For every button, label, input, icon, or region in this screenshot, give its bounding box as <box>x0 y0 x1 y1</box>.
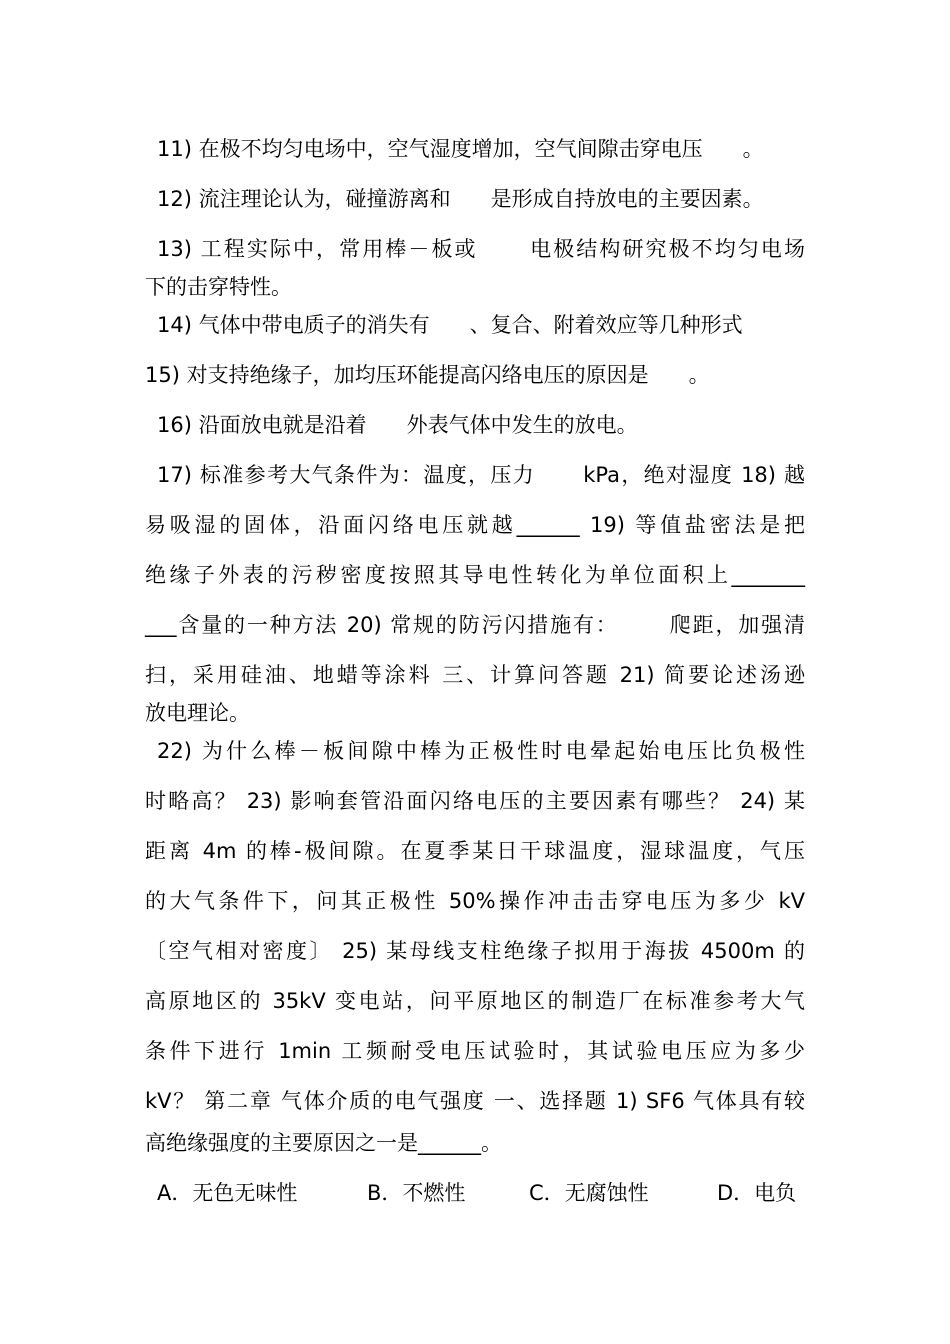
question-12: 12) 流注理论认为，碰撞游离和 是形成自持放电的主要因素。 <box>157 187 764 211</box>
question-22-24: 时略高？ 23) 影响套管沿面闪络电压的主要因素有哪些？ 24) 某 <box>145 789 805 813</box>
option-a: A．无色无味性 <box>157 1181 298 1205</box>
question-18-19: 易吸湿的固体，沿面闪络电压就越______ 19) 等值盐密法是把 <box>145 513 805 537</box>
chapter-2-heading: kV？ 第二章 气体介质的电气强度 一、选择题 1) SF6 气体具有较 <box>145 1089 805 1113</box>
option-d: D．电负 <box>717 1181 797 1205</box>
option-b: B．不燃性 <box>367 1181 466 1205</box>
section-3-q21: 扫，采用硅油、地蜡等涂料 三、计算问答题 21) 简要论述汤逊 <box>145 663 805 687</box>
question-22: 22) 为什么棒－板间隙中棒为正极性时电晕起始电压比负极性 <box>157 739 805 763</box>
question-25: 〔空气相对密度〕 25) 某母线支柱绝缘子拟用于海拔 4500m 的 <box>145 939 805 963</box>
question-24-cont-2: 的大气条件下，问其正极性 50%操作冲击击穿电压为多少 kV <box>145 889 805 913</box>
question-16: 16) 沿面放电就是沿着 外表气体中发生的放电。 <box>157 413 638 437</box>
question-11: 11) 在极不均匀电场中，空气湿度增加，空气间隙击穿电压 。 <box>157 137 764 161</box>
question-17: 17) 标准参考大气条件为：温度，压力 kPa，绝对湿度 18) 越 <box>157 463 805 487</box>
question-21-cont: 放电理论。 <box>145 701 250 725</box>
option-c: C．无腐蚀性 <box>529 1181 649 1205</box>
question-19-cont: 绝缘子外表的污秽密度按照其导电性转化为单位面积上_______ <box>145 563 805 587</box>
question-1-cont: 高绝缘强度的主要原因之一是______。 <box>145 1131 502 1155</box>
question-15: 15) 对支持绝缘子，加均压环能提高闪络电压的原因是 。 <box>145 363 710 387</box>
question-24-cont-1: 距离 4m 的棒-极间隙。在夏季某日干球温度，湿球温度，气压 <box>145 839 805 863</box>
question-20: ___含量的一种方法 20) 常规的防污闪措施有： 爬距，加强清 <box>145 613 805 637</box>
question-25-cont-1: 高原地区的 35kV 变电站，问平原地区的制造厂在标准参考大气 <box>145 989 805 1013</box>
question-25-cont-2: 条件下进行 1min 工频耐受电压试验时，其试验电压应为多少 <box>145 1039 805 1063</box>
question-13: 13) 工程实际中，常用棒－板或 电极结构研究极不均匀电场 <box>157 237 805 261</box>
question-13-cont: 下的击穿特性。 <box>145 275 292 299</box>
question-14: 14) 气体中带电质子的消失有 、复合、附着效应等几种形式 <box>157 313 743 337</box>
